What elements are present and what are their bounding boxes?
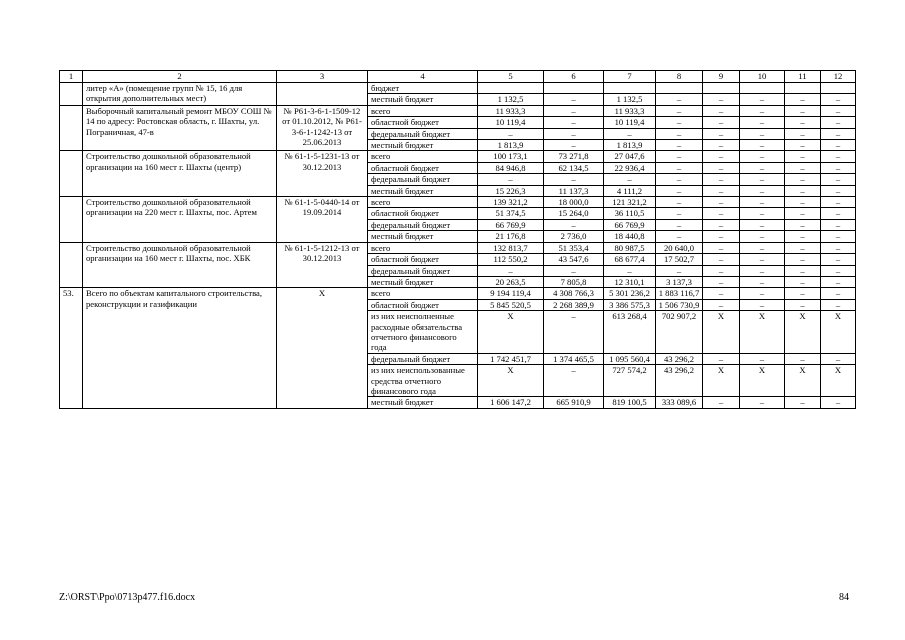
amount-cell: – — [703, 174, 740, 185]
amount-cell: – — [740, 151, 785, 162]
object-name: Выборочный капитальный ремонт МБОУ СОШ № 14 по адресу: Ростовская область, г. Шахты, ул. Пограничная, 47-в — [83, 105, 277, 151]
amount-cell: – — [821, 185, 856, 196]
funding-source: федеральный бюджет — [368, 174, 478, 185]
page-number: 84 — [839, 592, 849, 603]
amount-cell: – — [703, 128, 740, 139]
amount-cell: – — [785, 276, 821, 287]
column-number: 11 — [785, 71, 821, 83]
amount-cell: – — [544, 94, 604, 105]
object-name: Строительство дошкольной образовательной организации на 160 мест г. Шахты, пос. ХБК — [83, 242, 277, 288]
amount-cell: – — [740, 288, 785, 299]
amount-cell: – — [656, 174, 703, 185]
funding-source: областной бюджет — [368, 117, 478, 128]
amount-cell: – — [740, 208, 785, 219]
funding-source: областной бюджет — [368, 254, 478, 265]
column-number: 4 — [368, 71, 478, 83]
amount-cell: Х — [785, 365, 821, 397]
amount-cell: Х — [703, 365, 740, 397]
amount-cell: – — [821, 140, 856, 151]
amount-cell: – — [785, 162, 821, 173]
amount-cell: – — [478, 265, 544, 276]
amount-cell: 1 506 730,9 — [656, 299, 703, 310]
amount-cell: – — [785, 105, 821, 116]
amount-cell: – — [478, 128, 544, 139]
row-number — [60, 242, 83, 288]
amount-cell: – — [785, 140, 821, 151]
amount-cell: – — [785, 353, 821, 364]
amount-cell: – — [703, 353, 740, 364]
amount-cell: – — [656, 208, 703, 219]
amount-cell: – — [785, 185, 821, 196]
amount-cell: – — [656, 185, 703, 196]
amount-cell: – — [703, 185, 740, 196]
table-row — [60, 242, 856, 253]
amount-cell: – — [703, 254, 740, 265]
amount-cell: – — [821, 276, 856, 287]
funding-source: всего — [368, 151, 478, 162]
amount-cell: – — [740, 254, 785, 265]
amount-cell: – — [821, 397, 856, 408]
amount-cell: Х — [740, 365, 785, 397]
amount-cell: – — [785, 197, 821, 208]
amount-cell: – — [703, 94, 740, 105]
funding-source: федеральный бюджет — [368, 353, 478, 364]
table-row — [60, 197, 856, 208]
amount-cell: 22 936,4 — [604, 162, 656, 173]
column-number: 5 — [478, 71, 544, 83]
amount-cell: – — [740, 162, 785, 173]
amount-cell: – — [821, 353, 856, 364]
amount-cell: – — [821, 299, 856, 310]
amount-cell: – — [785, 288, 821, 299]
amount-cell: – — [544, 117, 604, 128]
amount-cell: 613 268,4 — [604, 311, 656, 354]
amount-cell: – — [785, 397, 821, 408]
amount-cell: – — [821, 231, 856, 242]
amount-cell: 66 769,9 — [478, 219, 544, 230]
amount-cell: – — [544, 311, 604, 354]
amount-cell: – — [703, 117, 740, 128]
amount-cell: 5 301 236,2 — [604, 288, 656, 299]
amount-cell: – — [478, 174, 544, 185]
amount-cell: Х — [478, 311, 544, 354]
amount-cell: – — [785, 128, 821, 139]
amount-cell: – — [785, 219, 821, 230]
row-number — [60, 83, 83, 106]
amount-cell: 727 574,2 — [604, 365, 656, 397]
funding-source: местный бюджет — [368, 140, 478, 151]
amount-cell: 62 134,5 — [544, 162, 604, 173]
amount-cell: – — [703, 105, 740, 116]
amount-cell: – — [703, 140, 740, 151]
funding-source: областной бюджет — [368, 208, 478, 219]
amount-cell: – — [656, 162, 703, 173]
funding-source: всего — [368, 288, 478, 299]
amount-cell: Х — [821, 311, 856, 354]
amount-cell: – — [544, 105, 604, 116]
amount-cell: 10 119,4 — [478, 117, 544, 128]
amount-cell: – — [544, 140, 604, 151]
amount-cell: – — [821, 265, 856, 276]
amount-cell: – — [821, 162, 856, 173]
amount-cell: – — [740, 353, 785, 364]
amount-cell: – — [785, 117, 821, 128]
amount-cell: – — [821, 105, 856, 116]
amount-cell: 36 110,5 — [604, 208, 656, 219]
amount-cell: 43 547,6 — [544, 254, 604, 265]
amount-cell: 66 769,9 — [604, 219, 656, 230]
amount-cell: 702 907,2 — [656, 311, 703, 354]
amount-cell: – — [703, 231, 740, 242]
amount-cell: 51 374,5 — [478, 208, 544, 219]
amount-cell: 1 374 465,5 — [544, 353, 604, 364]
amount-cell: – — [656, 117, 703, 128]
amount-cell: 1 813,9 — [604, 140, 656, 151]
amount-cell: – — [821, 288, 856, 299]
funding-source: местный бюджет — [368, 94, 478, 105]
funding-source: из них неиспользованные средства отчетного финансового года — [368, 365, 478, 397]
funding-source: областной бюджет — [368, 162, 478, 173]
amount-cell: – — [740, 185, 785, 196]
amount-cell: Х — [740, 311, 785, 354]
amount-cell: 12 310,1 — [604, 276, 656, 287]
table-row — [60, 83, 856, 94]
funding-source: из них неисполненные расходные обязательства отчетного финансового года — [368, 311, 478, 354]
amount-cell: 1 883 116,7 — [656, 288, 703, 299]
amount-cell: 1 813,9 — [478, 140, 544, 151]
amount-cell: 10 119,4 — [604, 117, 656, 128]
amount-cell: – — [821, 242, 856, 253]
amount-cell: – — [703, 397, 740, 408]
amount-cell: – — [656, 105, 703, 116]
amount-cell — [544, 83, 604, 94]
amount-cell: 21 176,8 — [478, 231, 544, 242]
amount-cell: – — [740, 128, 785, 139]
object-name: литер «А» (помещение групп № 15, 16 для открытия дополнительных мест) — [83, 83, 277, 106]
amount-cell: – — [656, 140, 703, 151]
funding-source: местный бюджет — [368, 276, 478, 287]
amount-cell: – — [703, 276, 740, 287]
amount-cell: 1 132,5 — [478, 94, 544, 105]
amount-cell: – — [604, 265, 656, 276]
row-number — [60, 197, 83, 243]
funding-source: областной бюджет — [368, 299, 478, 310]
funding-source: местный бюджет — [368, 397, 478, 408]
document-reference: № 61-1-5-1212-13 от 30.12.2013 — [277, 242, 368, 288]
object-name: Всего по объектам капитального строительства, реконструкции и газификации — [83, 288, 277, 408]
amount-cell: 84 946,8 — [478, 162, 544, 173]
column-number: 10 — [740, 71, 785, 83]
amount-cell: 51 353,4 — [544, 242, 604, 253]
amount-cell: – — [656, 197, 703, 208]
amount-cell: 333 089,6 — [656, 397, 703, 408]
amount-cell: – — [821, 151, 856, 162]
amount-cell: – — [544, 128, 604, 139]
amount-cell: 7 805,8 — [544, 276, 604, 287]
amount-cell: – — [740, 299, 785, 310]
funding-source: местный бюджет — [368, 231, 478, 242]
amount-cell: 819 100,5 — [604, 397, 656, 408]
amount-cell: Х — [821, 365, 856, 397]
amount-cell: – — [785, 265, 821, 276]
amount-cell: – — [740, 265, 785, 276]
amount-cell: – — [785, 242, 821, 253]
amount-cell: – — [544, 174, 604, 185]
document-reference — [277, 83, 368, 106]
amount-cell: – — [740, 276, 785, 287]
amount-cell: – — [785, 94, 821, 105]
amount-cell: – — [740, 197, 785, 208]
amount-cell: – — [703, 208, 740, 219]
amount-cell: – — [740, 231, 785, 242]
amount-cell — [821, 83, 856, 94]
amount-cell: 9 194 119,4 — [478, 288, 544, 299]
object-name: Строительство дошкольной образовательной организации на 160 мест г. Шахты (центр) — [83, 151, 277, 197]
amount-cell — [604, 83, 656, 94]
row-number: 53. — [60, 288, 83, 408]
amount-cell: – — [821, 174, 856, 185]
amount-cell: 15 226,3 — [478, 185, 544, 196]
amount-cell: – — [785, 299, 821, 310]
amount-cell: – — [544, 265, 604, 276]
amount-cell: 4 308 766,3 — [544, 288, 604, 299]
amount-cell: – — [544, 219, 604, 230]
document-reference: Х — [277, 288, 368, 408]
column-number-row — [60, 71, 856, 83]
table-row — [60, 288, 856, 299]
amount-cell: 100 173,1 — [478, 151, 544, 162]
amount-cell: 68 677,4 — [604, 254, 656, 265]
amount-cell: – — [785, 254, 821, 265]
amount-cell: 4 111,2 — [604, 185, 656, 196]
column-number: 1 — [60, 71, 83, 83]
amount-cell: 17 502,7 — [656, 254, 703, 265]
funding-source: всего — [368, 197, 478, 208]
document-reference: № 61-1-5-1231-13 от 30.12.2013 — [277, 151, 368, 197]
amount-cell: – — [604, 128, 656, 139]
amount-cell: 27 047,6 — [604, 151, 656, 162]
amount-cell: 11 933,3 — [604, 105, 656, 116]
funding-source: федеральный бюджет — [368, 265, 478, 276]
amount-cell: – — [656, 94, 703, 105]
funding-source: федеральный бюджет — [368, 128, 478, 139]
amount-cell — [703, 83, 740, 94]
amount-cell — [785, 83, 821, 94]
column-number: 6 — [544, 71, 604, 83]
row-number — [60, 105, 83, 151]
amount-cell: – — [821, 219, 856, 230]
amount-cell: – — [740, 242, 785, 253]
amount-cell: Х — [785, 311, 821, 354]
amount-cell: – — [785, 208, 821, 219]
amount-cell: – — [703, 242, 740, 253]
amount-cell: – — [740, 117, 785, 128]
amount-cell: 43 296,2 — [656, 365, 703, 397]
amount-cell: – — [703, 197, 740, 208]
amount-cell: – — [785, 174, 821, 185]
table-row — [60, 105, 856, 116]
amount-cell: – — [703, 299, 740, 310]
amount-cell: 11 933,3 — [478, 105, 544, 116]
amount-cell: – — [656, 151, 703, 162]
amount-cell: – — [604, 174, 656, 185]
amount-cell: 132 813,7 — [478, 242, 544, 253]
funding-source: бюджет — [368, 83, 478, 94]
funding-source: всего — [368, 105, 478, 116]
amount-cell: 15 264,0 — [544, 208, 604, 219]
amount-cell: – — [656, 265, 703, 276]
amount-cell: 18 000,0 — [544, 197, 604, 208]
amount-cell: 73 271,8 — [544, 151, 604, 162]
funding-source: местный бюджет — [368, 185, 478, 196]
column-number: 12 — [821, 71, 856, 83]
column-number: 3 — [277, 71, 368, 83]
amount-cell: 1 095 560,4 — [604, 353, 656, 364]
table-row — [60, 151, 856, 162]
amount-cell: Х — [478, 365, 544, 397]
amount-cell: – — [703, 219, 740, 230]
column-number: 8 — [656, 71, 703, 83]
amount-cell: – — [821, 94, 856, 105]
object-name: Строительство дошкольной образовательной организации на 220 мест г. Шахты, пос. Артем — [83, 197, 277, 243]
amount-cell: 121 321,2 — [604, 197, 656, 208]
footer-file-path: Z:\ORST\Ppo\0713p477.f16.docx — [59, 592, 196, 603]
amount-cell: 18 440,8 — [604, 231, 656, 242]
amount-cell: 2 736,0 — [544, 231, 604, 242]
budget-table — [59, 70, 856, 409]
amount-cell: – — [740, 174, 785, 185]
funding-source: всего — [368, 242, 478, 253]
document-reference: № Р61-3-6-1-1509-12 от 01.10.2012, № Р61-3-6-1-1242-13 от 25.06.2013 — [277, 105, 368, 151]
amount-cell: 80 987,5 — [604, 242, 656, 253]
amount-cell — [656, 83, 703, 94]
amount-cell: 139 321,2 — [478, 197, 544, 208]
amount-cell: – — [821, 208, 856, 219]
amount-cell: – — [703, 265, 740, 276]
amount-cell: 1 132,5 — [604, 94, 656, 105]
column-number: 7 — [604, 71, 656, 83]
amount-cell — [478, 83, 544, 94]
amount-cell: – — [740, 219, 785, 230]
amount-cell: – — [740, 140, 785, 151]
amount-cell: – — [740, 397, 785, 408]
amount-cell: Х — [703, 311, 740, 354]
column-number: 9 — [703, 71, 740, 83]
row-number — [60, 151, 83, 197]
amount-cell: 665 910,9 — [544, 397, 604, 408]
amount-cell: 2 268 389,9 — [544, 299, 604, 310]
amount-cell: 11 137,3 — [544, 185, 604, 196]
amount-cell: 1 742 451,7 — [478, 353, 544, 364]
amount-cell: – — [785, 231, 821, 242]
amount-cell: 5 845 520,5 — [478, 299, 544, 310]
amount-cell: – — [703, 162, 740, 173]
amount-cell: 1 606 147,2 — [478, 397, 544, 408]
document-reference: № 61-1-5-0440-14 от 19.09.2014 — [277, 197, 368, 243]
amount-cell: 112 550,2 — [478, 254, 544, 265]
amount-cell: – — [821, 128, 856, 139]
amount-cell: 20 640,0 — [656, 242, 703, 253]
amount-cell: – — [740, 94, 785, 105]
amount-cell: – — [544, 365, 604, 397]
amount-cell: – — [656, 128, 703, 139]
amount-cell: – — [656, 219, 703, 230]
amount-cell: – — [821, 117, 856, 128]
column-number: 2 — [83, 71, 277, 83]
amount-cell: 43 296,2 — [656, 353, 703, 364]
amount-cell: 20 263,5 — [478, 276, 544, 287]
amount-cell: – — [740, 105, 785, 116]
amount-cell: 3 386 575,3 — [604, 299, 656, 310]
amount-cell — [740, 83, 785, 94]
amount-cell: – — [656, 231, 703, 242]
amount-cell: – — [703, 151, 740, 162]
amount-cell: – — [821, 254, 856, 265]
amount-cell: – — [785, 151, 821, 162]
funding-source: федеральный бюджет — [368, 219, 478, 230]
amount-cell: – — [821, 197, 856, 208]
amount-cell: 3 137,3 — [656, 276, 703, 287]
amount-cell: – — [703, 288, 740, 299]
